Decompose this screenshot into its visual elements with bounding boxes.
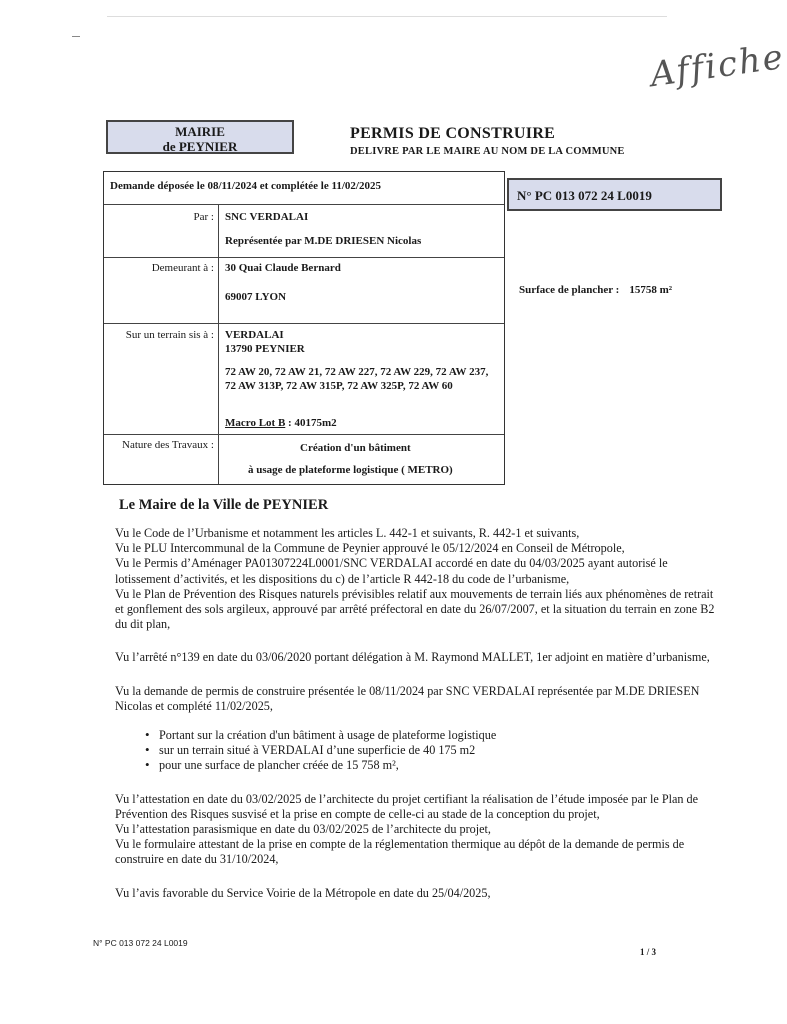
paragraph-voirie: Vu l’avis favorable du Service Voirie de la Métropole en date du 25/04/2025, [115, 885, 491, 900]
permit-number-box: N° PC 013 072 24 L0019 [507, 178, 722, 211]
list-item: • pour une surface de plancher créée de 15 758 m², [145, 758, 715, 773]
project-bullets [115, 728, 715, 774]
parcel-list: 72 AW 20, 72 AW 21, 72 AW 227, 72 AW 229, 72 AW 237, 72 AW 313P, 72 AW 315P, 72 AW 325P, 72 AW 60 [225, 366, 489, 392]
paragraph-arrete: Vu l’arrêté n°139 en date du 03/06/2020 portant délégation à M. Raymond MALLET, 1er adjoint en matière d’urbanisme, [115, 650, 710, 665]
terrain-line1: VERDALAI [225, 329, 284, 341]
nature-line2: à usage de plateforme logistique ( METRO) [248, 464, 453, 476]
paragraph-demande: Vu la demande de permis de construire présentée le 08/11/2024 par SNC VERDALAI représentée par M.DE DRIESEN Nicolas et complété 11/02/2025, [115, 683, 700, 713]
par-label: Par : [193, 211, 214, 223]
paragraph-ppr: Vu le Plan de Prévention des Risques naturels prévisibles relatif aux mouvements de terrain liés aux phénomènes de retrait et gonflement des sols argileux, approuvé par arrêté préfectoral en date du 26/07/2007, et la situation du terrain en zone B2 du dit plan, [115, 586, 715, 632]
demeurant-label: Demeurant à : [151, 262, 214, 274]
macro-lot-label: Macro Lot B [225, 417, 286, 429]
mairie-box [106, 120, 294, 154]
macro-lot [225, 417, 337, 429]
scan-mark [72, 36, 80, 37]
footer-permit-reference: N° PC 013 072 24 L0019 [93, 938, 188, 948]
paragraph-attestation-ppr: Vu l’attestation en date du 03/02/2025 de l’architecte du projet certifiant la réalisation de l’étude imposée par le Plan de Prévention des Risques susvisé et la prise en compte de celle-ci au stade de la conception du projet, [115, 791, 699, 821]
considerations-text [115, 526, 715, 901]
macro-lot-value: : 40175m2 [285, 417, 337, 429]
document-subtitle: DELIVRE PAR LE MAIRE AU NOM DE LA COMMUNE [350, 146, 625, 157]
address-line2: 69007 LYON [225, 291, 287, 303]
demande-row [104, 172, 504, 205]
nature-line1: Création d'un bâtiment [300, 442, 411, 454]
surface-label: Surface de plancher : [519, 284, 620, 296]
terrain-label: Sur un terrain sis à : [125, 329, 214, 341]
surface-value: 15758 m² [629, 284, 673, 296]
nature-row [104, 434, 504, 484]
terrain-line2: 13790 PEYNIER [225, 343, 305, 355]
applicant-name: SNC VERDALAI [225, 211, 309, 223]
address-line1: 30 Quai Claude Bernard [225, 262, 341, 274]
nature-label: Nature des Travaux : [122, 439, 214, 451]
list-item: • Portant sur la création d'un bâtiment à usage de plateforme logistique [145, 728, 715, 743]
mairie-line2: de PEYNIER [162, 139, 238, 154]
paragraph-permis-amenager: Vu le Permis d’Aménager PA01307224L0001/SNC VERDALAI accordé en date du 04/03/2025 ayant autorisé le lotissement d’activités, et les dispositions du c) de l’article R 442-18 du code de l’urbanisme, [115, 556, 668, 586]
handwritten-note: Affiche [647, 36, 787, 96]
terrain-row [104, 323, 504, 435]
surface-de-plancher [519, 284, 672, 296]
demande-text: Demande déposée le 08/11/2024 et complétée le 11/02/2025 [110, 180, 381, 192]
scan-edge-line [107, 16, 667, 17]
list-item: • sur un terrain situé à VERDALAI d’une superficie de 40 175 m2 [145, 743, 715, 758]
mairie-line1: MAIRIE [175, 124, 225, 139]
page-number: 1 / 3 [640, 947, 657, 957]
maire-heading: Le Maire de la Ville de PEYNIER [119, 497, 329, 513]
applicant-row [104, 204, 504, 258]
address-row [104, 257, 504, 324]
applicant-representative: Représentée par M.DE DRIESEN Nicolas [225, 235, 422, 247]
paragraph-attestation-parasismique: Vu l’attestation parasismique en date du 03/02/2025 de l’architecte du projet, [115, 822, 491, 837]
application-form-table [103, 171, 505, 485]
document-title: PERMIS DE CONSTRUIRE [350, 125, 556, 142]
paragraph-thermique: Vu le formulaire attestant de la prise en compte de la réglementation thermique au dépôt de la demande de permis de construire en date du 31/10/2024, [115, 837, 685, 867]
paragraph-code-urbanisme: Vu le Code de l’Urbanisme et notamment les articles L. 442-1 et suivants, R. 442-1 et suivants, [115, 526, 580, 540]
paragraph-plu: Vu le PLU Intercommunal de la Commune de Peynier approuvé le 05/12/2024 en Conseil de Métropole, [115, 541, 625, 556]
